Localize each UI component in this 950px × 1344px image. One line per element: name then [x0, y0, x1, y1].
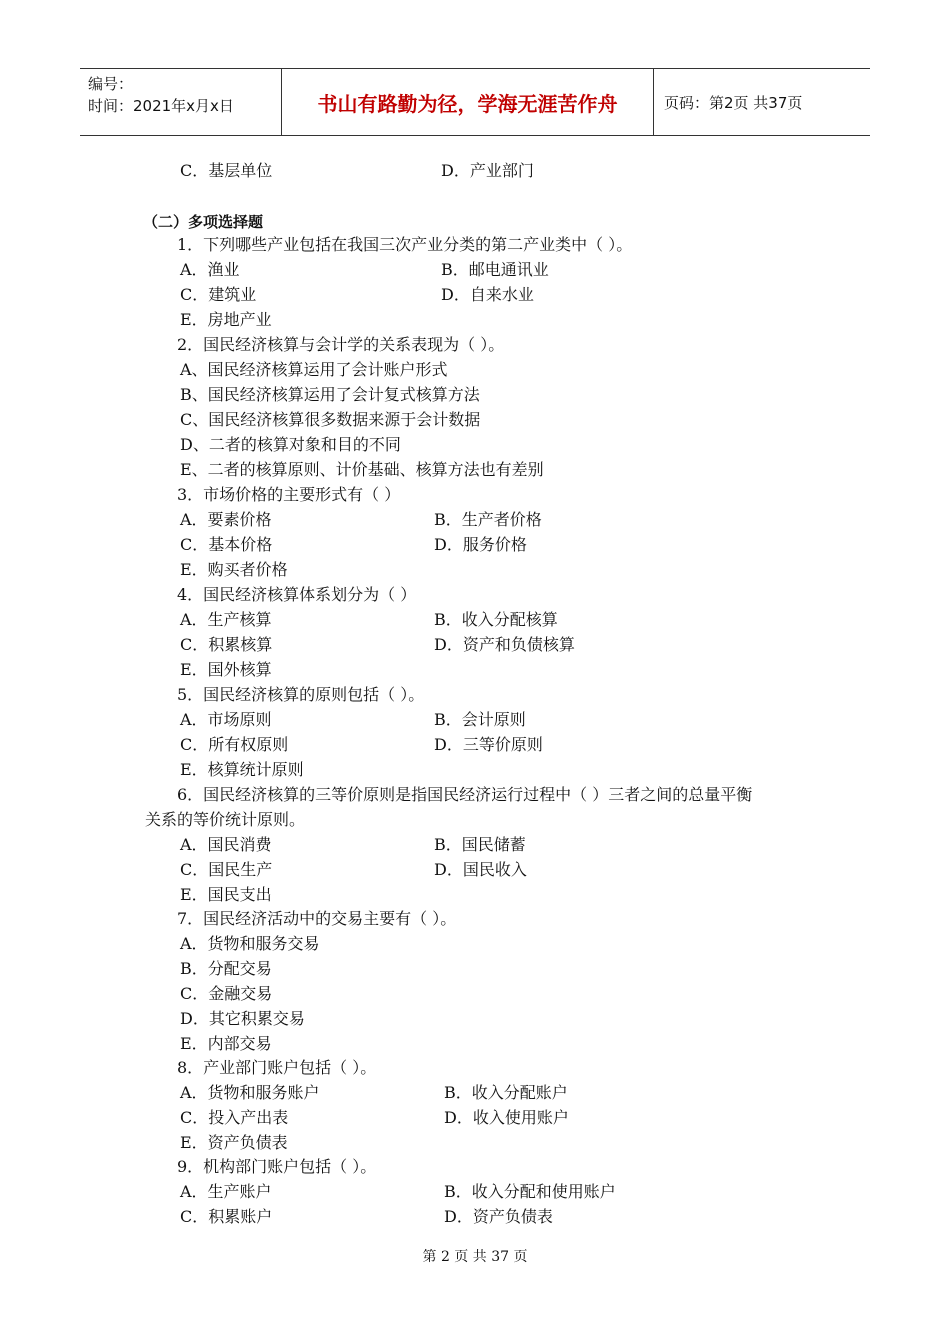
option-text: C．建筑业 [180, 285, 257, 304]
header-motto: 书山有路勤为径，学海无涯苦作舟 [282, 69, 654, 135]
question-text-continued: 关系的等价统计原则。 [145, 810, 306, 829]
option-text: E．内部交易 [180, 1034, 272, 1053]
option-text: B．分配交易 [180, 959, 272, 978]
option-text: E．核算统计原则 [180, 760, 304, 779]
option-text: E、二者的核算原则、计价基础、核算方法也有差别 [180, 460, 544, 479]
option-text: D．资产和负债核算 [434, 635, 575, 654]
option-text: B．邮电通讯业 [441, 260, 549, 279]
option-text: D．收入使用账户 [444, 1108, 569, 1127]
question-text: 6．国民经济核算的三等价原则是指国民经济运行过程中（ ）三者之间的总量平衡 [177, 785, 753, 804]
option-text: B．收入分配和使用账户 [444, 1182, 616, 1201]
option-text: D、二者的核算对象和目的不同 [180, 435, 401, 454]
option-text: C．积累账户 [180, 1207, 273, 1226]
option-text: D．资产负债表 [444, 1207, 553, 1226]
option-text: A．国民消费 [180, 835, 272, 854]
header-page-info: 页码：第2页 共37页 [664, 93, 803, 112]
option-text: E．资产负债表 [180, 1133, 288, 1152]
option-text: C．基层单位 [180, 161, 273, 180]
option-text: A．渔业 [180, 260, 240, 279]
option-text: D．产业部门 [441, 161, 534, 180]
option-text: B．国民储蓄 [434, 835, 526, 854]
option-text: E．国民支出 [180, 885, 272, 904]
section-title: （二）多项选择题 [143, 213, 264, 231]
option-text: B、国民经济核算运用了会计复式核算方法 [180, 385, 480, 404]
page-header [80, 68, 870, 136]
option-text: D．服务价格 [434, 535, 527, 554]
option-text: D．三等价原则 [434, 735, 543, 754]
option-text: C．所有权原则 [180, 735, 289, 754]
option-text: E．房地产业 [180, 310, 272, 329]
question-text: 8．产业部门账户包括（ ）。 [177, 1058, 377, 1077]
question-text: 4．国民经济核算体系划分为（ ） [177, 585, 417, 604]
option-text: C、国民经济核算很多数据来源于会计数据 [180, 410, 481, 429]
option-text: D．自来水业 [441, 285, 534, 304]
header-meta [80, 69, 282, 135]
question-text: 5．国民经济核算的原则包括（ ）。 [177, 685, 425, 704]
option-text: C．投入产出表 [180, 1108, 289, 1127]
page-footer: 第 2 页 共 37 页 [422, 1249, 528, 1265]
option-text: B．会计原则 [434, 710, 526, 729]
option-text: A．要素价格 [180, 510, 272, 529]
option-text: A．货物和服务账户 [180, 1083, 320, 1102]
question-text: 2．国民经济核算与会计学的关系表现为（ ）。 [177, 335, 505, 354]
question-text: 7．国民经济活动中的交易主要有（ ）。 [177, 909, 457, 928]
option-text: C．金融交易 [180, 984, 273, 1003]
option-text: D．国民收入 [434, 860, 527, 879]
option-text: B．收入分配核算 [434, 610, 558, 629]
option-text: C．国民生产 [180, 860, 273, 879]
option-text: A．市场原则 [180, 710, 272, 729]
option-text: E．购买者价格 [180, 560, 288, 579]
option-text: A．生产核算 [180, 610, 272, 629]
option-text: B．收入分配账户 [444, 1083, 568, 1102]
option-text: B．生产者价格 [434, 510, 542, 529]
option-text: A．生产账户 [180, 1182, 272, 1201]
option-text: E．国外核算 [180, 660, 272, 679]
option-text: C．基本价格 [180, 535, 273, 554]
option-text: A、国民经济核算运用了会计账户形式 [180, 360, 448, 379]
option-text: A．货物和服务交易 [180, 934, 320, 953]
header-time: 时间：2021年x月x日 [88, 97, 234, 115]
option-text: C．积累核算 [180, 635, 273, 654]
option-text: D．其它积累交易 [180, 1009, 305, 1028]
question-text: 1．下列哪些产业包括在我国三次产业分类的第二产业类中（ ）。 [177, 235, 633, 254]
header-number: 编号： [88, 75, 134, 93]
question-text: 3．市场价格的主要形式有（ ） [177, 485, 401, 504]
question-text: 9．机构部门账户包括（ ）。 [177, 1157, 377, 1176]
